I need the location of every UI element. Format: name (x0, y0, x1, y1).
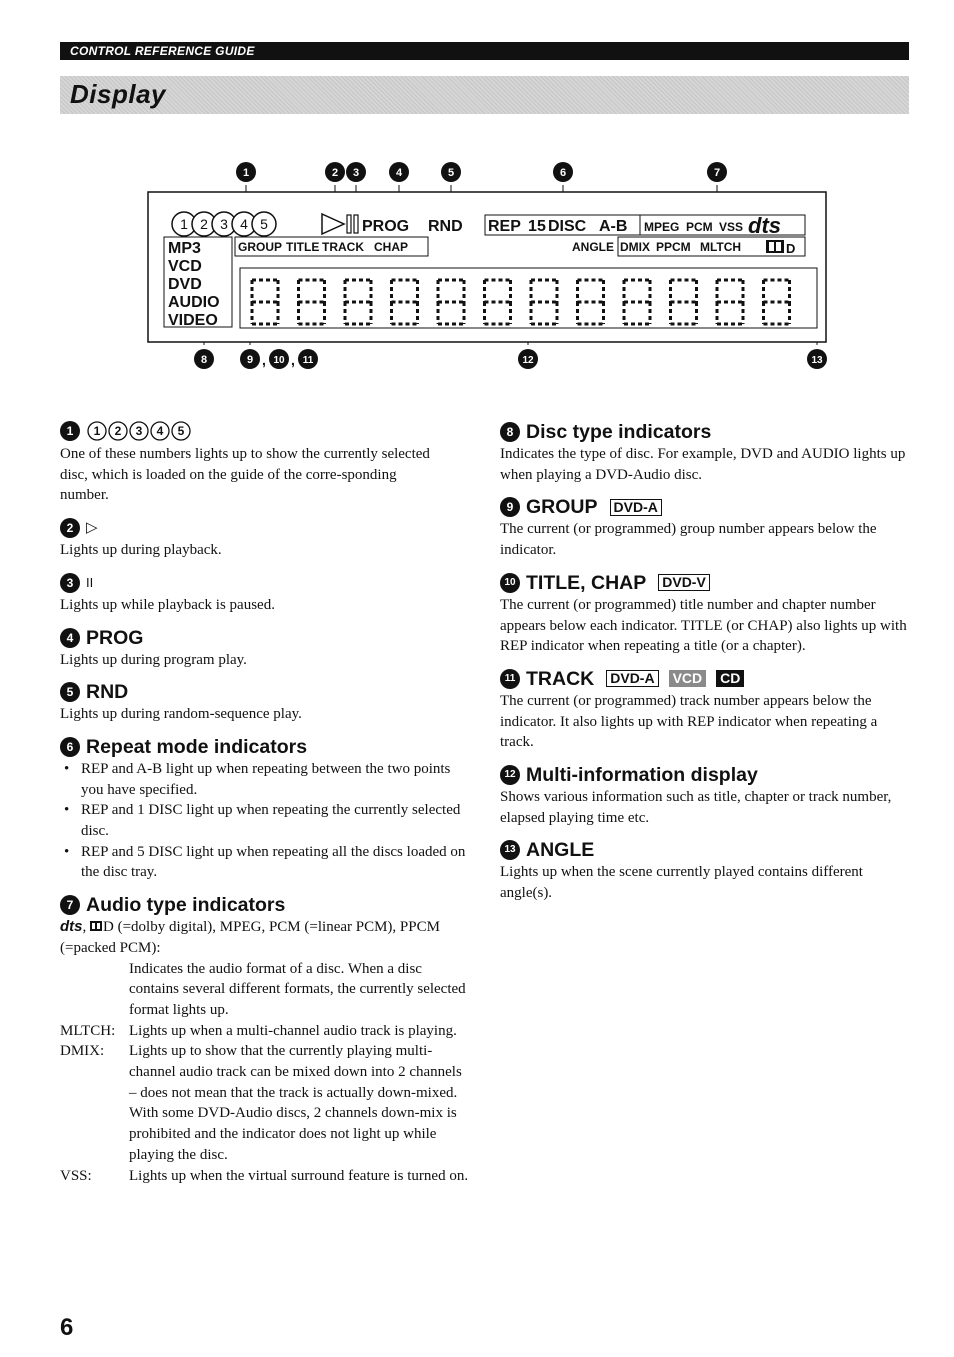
group-heading: GROUP (526, 496, 598, 519)
audio-intro-separator: , (82, 919, 90, 936)
disc-type-description: Indicates the type of disc. For example, DVD and AUDIO lights up when playing a DVD-Audio disc. (500, 446, 906, 483)
term-mltch (60, 1021, 470, 1042)
dolby-d-label: D (103, 919, 114, 936)
title-chap-heading: TITLE, CHAP (526, 571, 647, 594)
heading-audio-type (60, 893, 470, 917)
disc-number-label: 5 (177, 424, 185, 438)
group-indicator: GROUP (238, 240, 283, 254)
callout-label: 3 (352, 167, 360, 179)
callout-label: 4 (395, 167, 403, 179)
vss-indicator: VSS (719, 220, 744, 234)
section-header-text: CONTROL REFERENCE GUIDE (70, 44, 255, 58)
disc-type-mp3: MP3 (168, 240, 201, 257)
svg-text:,: , (291, 352, 295, 368)
section-number-7: 7 (60, 895, 80, 915)
disc-number-label: 3 (220, 216, 228, 232)
dvd-v-badge: DVD-V (658, 574, 710, 591)
right-column (500, 420, 910, 904)
callout-label: 13 (811, 355, 823, 366)
heading-rnd (60, 680, 470, 704)
disc-number-label: 1 (180, 216, 188, 232)
disc-type-vcd: VCD (168, 258, 202, 275)
disc-number-label: 4 (156, 424, 164, 438)
heading-pause (60, 571, 470, 595)
prog-indicator: PROG (362, 218, 410, 235)
group-description: The current (or programmed) group number appears below the indicator. (500, 521, 877, 559)
section-number-2: 2 (60, 518, 80, 538)
dts-logo: dts (60, 918, 83, 936)
dolby-digital-icon (90, 921, 102, 931)
cd-badge: CD (716, 670, 744, 687)
page-title: Display (70, 79, 166, 109)
disc-type-heading: Disc type indicators (526, 421, 712, 443)
rep-indicator: REP (488, 218, 521, 235)
svg-text:,: , (262, 352, 266, 368)
callout-label: 8 (200, 354, 208, 366)
section-number-3: 3 (60, 573, 80, 593)
front-panel-display-diagram (60, 150, 840, 385)
callout-label: 12 (522, 355, 534, 366)
callout-label: 5 (447, 167, 455, 179)
title-indicator: TITLE (286, 240, 320, 254)
prog-description: Lights up during program play. (60, 651, 247, 668)
disc-numbers-description: One of these numbers lights up to show the currently selected disc, which is loaded on the guide of the corre-sponding number. (60, 446, 430, 504)
disc-type-dvd: DVD (168, 276, 202, 293)
track-indicator: TRACK (322, 240, 364, 254)
repeat-mode-list (60, 759, 470, 883)
pcm-indicator: PCM (686, 220, 713, 234)
callout-label: 7 (713, 167, 721, 179)
term-description: Lights up when a multi-channel audio track is playing. (129, 1022, 457, 1039)
heading-track (500, 667, 910, 691)
page-number: 6 (60, 1314, 74, 1341)
track-description: The current (or programmed) track number appears below the indicator. It also lights up with REP indicator when repeating a track. (500, 692, 878, 751)
heading-play (60, 516, 470, 540)
section-header-bar (60, 42, 909, 60)
rnd-indicator: RND (428, 218, 463, 235)
section-number-8: 8 (500, 422, 520, 442)
callout-label: 10 (273, 355, 285, 366)
disc-numbers-icon (86, 420, 202, 442)
multi-info-heading: Multi-information display (526, 764, 758, 787)
dmix-indicator: DMIX (620, 240, 650, 254)
track-heading: TRACK (526, 667, 595, 690)
disc-number-label: 2 (200, 216, 208, 232)
angle-description: Lights up when the scene currently played contains different angle(s). (500, 864, 863, 902)
term-label: MLTCH: (60, 1022, 116, 1039)
section-number-11: 11 (500, 669, 520, 689)
term-description: Lights up when the virtual surround feature is turned on. (129, 1167, 469, 1184)
vcd-badge: VCD (669, 670, 707, 687)
audio-type-heading: Audio type indicators (86, 894, 286, 917)
prog-heading: PROG (86, 626, 144, 649)
multi-info-description: Shows various information such as title, chapter or track number, elapsed playing time etc. (500, 789, 892, 826)
left-column (60, 420, 470, 1186)
callout-label: 9 (246, 354, 254, 366)
angle-indicator: ANGLE (572, 240, 614, 254)
list-item: • REP and 1 DISC light up when repeating the currently selected disc. (60, 800, 470, 841)
callout-label: 11 (302, 355, 314, 366)
list-item: • REP and 5 DISC light up when repeating all the discs loaded on the disc tray. (60, 842, 470, 883)
audio-intro-text: (=dolby digital), MPEG, PCM (=linear PCM), PPCM (=packed PCM): (60, 919, 440, 956)
five-disc-indicator: 5 (537, 218, 546, 235)
repeat-mode-heading: Repeat mode indicators (86, 735, 308, 758)
pause-description: Lights up while playback is paused. (60, 596, 275, 613)
disc-indicator: DISC (548, 218, 587, 235)
heading-disc-type (500, 420, 910, 444)
dvd-a-badge: DVD-A (606, 670, 658, 687)
ppcm-indicator: PPCM (656, 240, 691, 254)
section-number-10: 10 (500, 573, 520, 593)
section-number-1: 1 (60, 421, 80, 441)
chap-indicator: CHAP (374, 240, 409, 254)
mltch-indicator: MLTCH (700, 240, 742, 254)
audio-type-intro (60, 917, 470, 958)
callout-label: 6 (559, 167, 567, 179)
disc-number-label: 5 (260, 216, 268, 232)
disc-type-audio: AUDIO (168, 294, 220, 311)
disc-number-label: 2 (114, 424, 122, 438)
section-number-4: 4 (60, 628, 80, 648)
heading-prog (60, 626, 470, 650)
disc-number-label: 3 (135, 424, 143, 438)
play-symbol-icon: ▷ (86, 519, 98, 537)
title-banner (60, 76, 909, 114)
disc-number-label: 1 (93, 424, 101, 438)
ab-indicator: A-B (599, 218, 628, 235)
term-label: DMIX: (60, 1043, 105, 1060)
rnd-heading: RND (86, 681, 129, 704)
section-number-9: 9 (500, 497, 520, 517)
section-number-13: 13 (500, 840, 520, 860)
heading-title-chap (500, 571, 910, 595)
disc-number-label: 4 (240, 216, 248, 232)
play-description: Lights up during playback. (60, 542, 222, 559)
section-number-12: 12 (500, 765, 520, 785)
dts-logo: dts (748, 213, 781, 238)
section-number-5: 5 (60, 682, 80, 702)
callout-label: 2 (331, 167, 339, 179)
term-description: Lights up to show that the currently playing multi-channel audio track can be mixed down into 2 channels – does not mean that the track is actually down-mixed. With some DVD-Audio discs, 2 channels down-mix is prohibited and the indicator does not light up while playing the disc. (129, 1043, 462, 1163)
mpeg-indicator: MPEG (644, 220, 680, 234)
dolby-d-label: D (786, 241, 796, 256)
audio-format-description: Indicates the audio format of a disc. When a disc contains several different formats, the currently selected format lights up. (129, 960, 466, 1018)
term-dmix (60, 1041, 470, 1165)
section-number-6: 6 (60, 737, 80, 757)
disc-type-video: VIDEO (168, 312, 218, 329)
one-disc-indicator: 1 (528, 218, 537, 235)
angle-heading: ANGLE (526, 839, 595, 862)
title-chap-description: The current (or programmed) title number and chapter number appears below each indicator. TITLE (or CHAP) also lights up with REP indicator when repeating a title (or a chapter). (500, 596, 907, 655)
heading-multi-info (500, 763, 910, 787)
rnd-description: Lights up during random-sequence play. (60, 706, 302, 723)
heading-group (500, 495, 910, 519)
heading-repeat-mode (60, 735, 470, 759)
heading-disc-numbers (60, 420, 470, 442)
callout-label: 1 (242, 167, 250, 179)
dvd-a-badge: DVD-A (610, 499, 662, 516)
term-vss (60, 1166, 470, 1187)
heading-angle (500, 838, 910, 862)
pause-symbol-icon: II (86, 574, 94, 590)
list-item: • REP and A-B light up when repeating between the two points you have specified. (60, 759, 470, 800)
term-label: VSS: (60, 1167, 92, 1184)
